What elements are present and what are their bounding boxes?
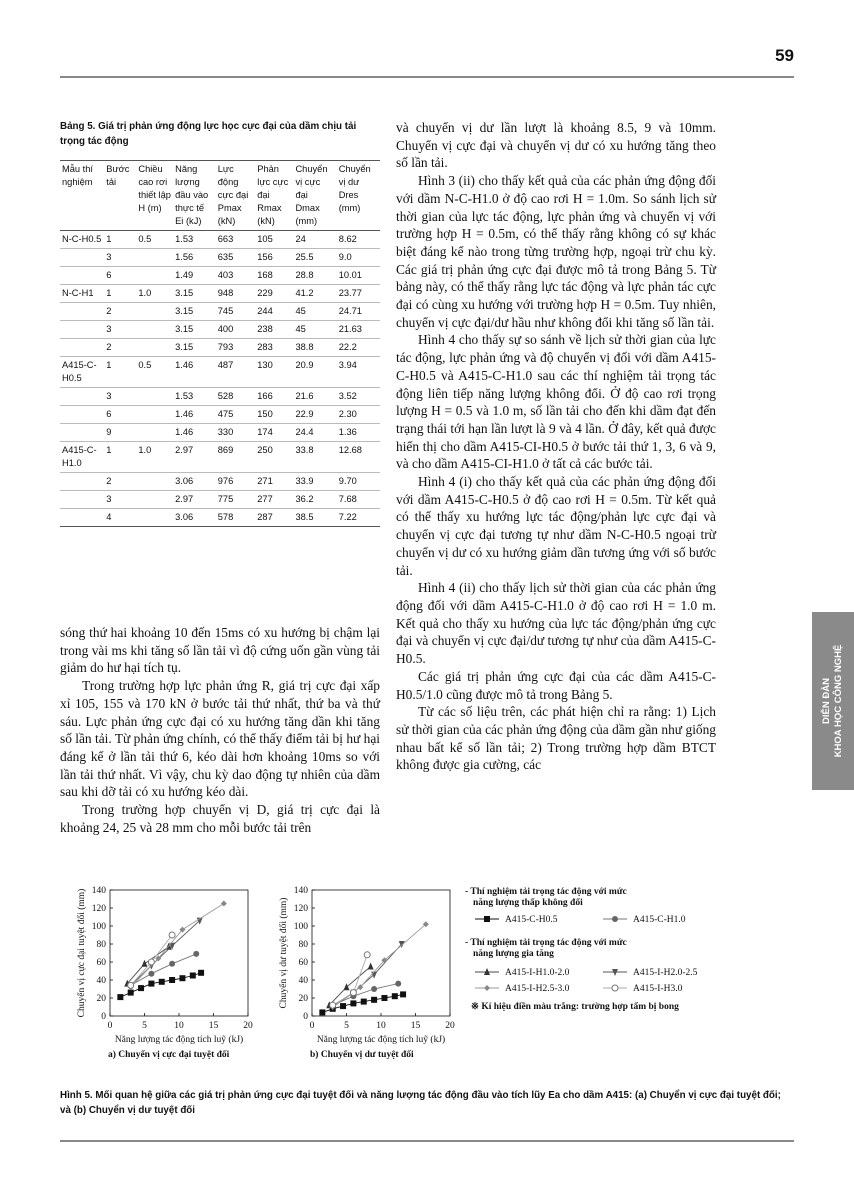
table-cell: 3 <box>104 491 136 509</box>
table-cell: 105 <box>255 231 293 249</box>
x-tick-label: 20 <box>445 1021 455 1031</box>
y-tick-label: 0 <box>303 1012 308 1022</box>
table-cell <box>136 339 173 357</box>
table-cell: N-C-H0.5 <box>60 231 104 249</box>
figure-caption: Hình 5. Mối quan hệ giữa các giá trị phản ứng cực đại tuyệt đối và năng lượng tác động đầu vào tích lũy Ea cho dầm A415: (a) Chuyển vị cực đại tuyệt đối; và (b) Chuyển vị dư tuyệt đối <box>60 1090 781 1116</box>
table-row <box>60 231 380 249</box>
table-cell: 22.9 <box>293 406 336 424</box>
legend-marker <box>484 916 490 922</box>
data-point <box>350 1000 356 1006</box>
table-cell <box>136 267 173 285</box>
table-row <box>60 357 380 388</box>
table-cell: 976 <box>216 473 256 491</box>
data-point <box>148 971 154 977</box>
table-cell: 38.8 <box>293 339 336 357</box>
y-tick-label: 40 <box>96 976 106 986</box>
paragraph: Hình 4 cho thấy sự so sánh về lịch sử thời gian của lực tác động, lực phản ứng và độ chuyển vị đối với dầm A415-C-H0.5 và A415-C-H1.0 sau các thí nghiệm tải trọng tác động liên tiếp năng lượng không đổi. Ở độ cao rơi trọng lượng H = 0.5 và 1.0 m, số lần tải cho đến khi dầm đạt đến trạng thái tới hạn lần lượt là 9 và 4 lần. Ở đây, kết quả được hiển thị cho dầm A415-CI-H0.5 ở bước tải thứ 1, 3, 6 và 9, và cho dầm A415-CI-H1.0 ở tất cả các bước tải. <box>396 332 716 472</box>
table-cell <box>60 303 104 321</box>
table-cell: 21.6 <box>293 388 336 406</box>
x-tick-label: 15 <box>208 1021 219 1031</box>
x-tick-label: 20 <box>243 1021 253 1031</box>
paragraph: Các giá trị phản ứng cực đại của các dầm A415-C-H0.5/1.0 cũng được mô tả trong Bảng 5. <box>396 668 716 702</box>
side-tab <box>812 612 854 790</box>
table-header-cell: Bước tải <box>104 161 136 231</box>
table-cell: 9.70 <box>337 473 380 491</box>
table-cell: 287 <box>255 509 293 527</box>
paragraph: sóng thứ hai khoảng 10 đến 15ms có xu hướng bị chậm lại trong vài ms khi tăng số lần tải vì độ cứng uốn gần vùng tải giảm do hư hại tích tụ. <box>60 625 380 676</box>
table-cell: 1 <box>104 442 136 473</box>
table-cell: 4 <box>104 509 136 527</box>
table-cell: 24.71 <box>337 303 380 321</box>
legend-label: A415-C-H1.0 <box>633 915 686 925</box>
table-cell: 3.06 <box>173 473 216 491</box>
data-point <box>364 952 370 958</box>
table-cell: 3.15 <box>173 321 216 339</box>
data-point <box>400 991 406 997</box>
chart-title: b) Chuyển vị dư tuyệt đối <box>310 1050 414 1060</box>
table-cell: 400 <box>216 321 256 339</box>
table-cell: 2 <box>104 339 136 357</box>
table-cell: 12.68 <box>337 442 380 473</box>
table-cell: 22.2 <box>337 339 380 357</box>
table-cell: 2 <box>104 303 136 321</box>
table-cell: 528 <box>216 388 256 406</box>
table-cell: 1.56 <box>173 249 216 267</box>
legend-marker <box>612 969 618 976</box>
table-cell: 9 <box>104 424 136 442</box>
figure-5 <box>60 880 794 1080</box>
x-tick-label: 15 <box>410 1021 421 1031</box>
table-row <box>60 509 380 527</box>
table-cell: 25.5 <box>293 249 336 267</box>
table-cell: 1 <box>104 231 136 249</box>
table-header-cell: Chuyển vị cực đại Dmax (mm) <box>293 161 336 231</box>
x-tick-label: 5 <box>142 1021 147 1031</box>
table-cell: 2.30 <box>337 406 380 424</box>
table-cell: 3 <box>104 321 136 339</box>
x-tick-label: 5 <box>344 1021 349 1031</box>
data-point <box>148 959 154 965</box>
table-cell: 0.5 <box>136 231 173 249</box>
y-tick-label: 0 <box>101 1012 106 1022</box>
table-cell: 7.68 <box>337 491 380 509</box>
table-row <box>60 491 380 509</box>
data-point <box>350 990 356 996</box>
data-point <box>128 990 134 996</box>
table-cell: 150 <box>255 406 293 424</box>
table-cell: 36.2 <box>293 491 336 509</box>
table-cell: 3 <box>104 249 136 267</box>
table-cell: 1.46 <box>173 424 216 442</box>
table-cell: 2.97 <box>173 442 216 473</box>
table-cell: 9.0 <box>337 249 380 267</box>
paragraph: Hình 3 (ii) cho thấy kết quả của các phản ứng động đối với dầm N-C-H1.0 ở độ cao rơi H = 1.0m. So sánh lịch sử thời gian của lực tác động, lực phản ứng và chuyển vị với trường hợp H = 0.5m, có thể thấy rằng không có sự khác biệt đáng kể nào trong từng trường hợp, ngoại trừ chu kỳ. Các giá trị phản ứng cực đại được mô tả trong Bảng 5. Từ bảng này, có thể thấy rằng lực tác động và lực phản tác cực đại có cùng xu hướng với trường hợp H = 0.5m. Tuy nhiên, chuyển vị cực đại/dư hầu như không đổi khi tăng số lần tải. <box>396 173 716 330</box>
data-point <box>395 981 401 987</box>
data-point <box>169 961 175 967</box>
legend-marker <box>484 985 490 991</box>
table-cell: 745 <box>216 303 256 321</box>
table-cell: 3.15 <box>173 303 216 321</box>
data-point <box>371 986 377 992</box>
table-cell: A415-C-H0.5 <box>60 357 104 388</box>
legend-label: A415-C-H0.5 <box>505 915 558 925</box>
table-cell: 238 <box>255 321 293 339</box>
paragraph: và chuyển vị dư lần lượt là khoảng 8.5, 9 và 10mm. Chuyển vị cực đại và chuyển vị dư có xu hướng tăng theo số lần tải. <box>396 120 716 171</box>
table-row <box>60 388 380 406</box>
y-tick-label: 20 <box>298 994 308 1004</box>
table-cell: 1.49 <box>173 267 216 285</box>
table-cell: 10.01 <box>337 267 380 285</box>
table-header-row <box>60 161 380 231</box>
data-point <box>361 999 367 1005</box>
y-tick-label: 20 <box>96 994 106 1004</box>
plot-frame <box>110 890 248 1016</box>
table-body <box>60 231 380 527</box>
y-tick-label: 60 <box>96 958 106 968</box>
data-point <box>344 983 350 990</box>
table-cell: A415-C-H1.0 <box>60 442 104 473</box>
data-point <box>169 932 175 938</box>
y-tick-label: 140 <box>91 886 106 896</box>
x-tick-label: 10 <box>376 1021 386 1031</box>
table-cell: 23.77 <box>337 285 380 303</box>
x-axis-label: Năng lượng tác động tích luỹ (kJ) <box>316 1035 446 1045</box>
table-row <box>60 321 380 339</box>
table-cell <box>136 388 173 406</box>
paragraph: Trong trường hợp chuyển vị D, giá trị cực đại là khoảng 24, 25 và 28 mm cho mỗi bước tải trên <box>60 802 380 835</box>
table-row <box>60 249 380 267</box>
table-cell <box>136 303 173 321</box>
legend-group-title: năng lượng gia tăng <box>473 949 554 959</box>
table-cell <box>60 339 104 357</box>
y-tick-label: 100 <box>91 922 106 932</box>
data-point <box>138 985 144 991</box>
table-header-cell: Mẫu thí nghiệm <box>60 161 104 231</box>
data-point <box>319 1009 325 1015</box>
y-tick-label: 80 <box>298 940 308 950</box>
table-cell <box>136 424 173 442</box>
table-cell: 21.63 <box>337 321 380 339</box>
table-header-cell: Phản lực cực đại Rmax (kN) <box>255 161 293 231</box>
data-point <box>142 960 148 967</box>
table-cell: 6 <box>104 267 136 285</box>
data-point <box>392 993 398 999</box>
paragraph: Trong trường hợp lực phản ứng R, giá trị cực đại xấp xỉ 105, 155 và 170 kN ở bước tải thứ nhất, thứ ba và thứ sáu. Lực phản ứng cực đại có xu hướng tăng dần khi tăng số lần tải. Từ phản ứng chính, có thể thấy điểm tải bị hư hại đáng kể ở lần tải thứ 6, kéo dài hơn khoảng 10ms so với lần tải thứ nhất. Vì vậy, chu kỳ dao động tự nhiên của dầm sau khi dỡ tải có xu hướng kéo dài. <box>60 678 380 800</box>
x-tick-label: 0 <box>309 1021 315 1031</box>
data-point <box>381 995 387 1001</box>
data-point <box>371 972 377 979</box>
table-cell <box>136 491 173 509</box>
chart-title: a) Chuyển vị cực đại tuyệt đối <box>108 1050 230 1060</box>
table-cell <box>60 406 104 424</box>
x-tick-label: 10 <box>174 1021 184 1031</box>
y-tick-label: 140 <box>293 886 308 896</box>
legend-group-title: năng lượng thấp không đổi <box>473 898 583 908</box>
table-cell: 156 <box>255 249 293 267</box>
table-cell: 1.53 <box>173 388 216 406</box>
series-line <box>131 904 224 988</box>
table-cell: 869 <box>216 442 256 473</box>
legend-note: ※ Kí hiệu điền màu trắng: trường hợp tấm bị bong <box>471 1002 679 1012</box>
side-tab-line1: DIỄN ĐÀN <box>821 678 832 724</box>
plot-frame <box>312 890 450 1016</box>
table-cell: 168 <box>255 267 293 285</box>
y-tick-label: 120 <box>293 904 308 914</box>
table-cell: 229 <box>255 285 293 303</box>
table-cell: 45 <box>293 303 336 321</box>
data-point <box>190 973 196 979</box>
table-cell: 1.0 <box>136 285 173 303</box>
series-line <box>127 947 168 984</box>
y-tick-label: 80 <box>96 940 106 950</box>
table-cell: 166 <box>255 388 293 406</box>
legend-marker <box>612 985 618 991</box>
side-tab-text <box>821 645 845 758</box>
y-tick-label: 60 <box>298 958 308 968</box>
table-cell: 635 <box>216 249 256 267</box>
legend-marker <box>484 968 490 975</box>
data-point <box>117 994 123 1000</box>
table-cell <box>136 406 173 424</box>
table-cell <box>60 321 104 339</box>
table-cell: 1.46 <box>173 406 216 424</box>
data-point <box>368 963 374 970</box>
table-cell: 3 <box>104 388 136 406</box>
table-cell <box>60 249 104 267</box>
series-line <box>131 921 200 986</box>
table-cell: 250 <box>255 442 293 473</box>
series-line <box>333 924 426 1007</box>
table-cell <box>60 509 104 527</box>
table-cell <box>60 473 104 491</box>
table-cell: 24 <box>293 231 336 249</box>
table-row <box>60 339 380 357</box>
table-cell: 330 <box>216 424 256 442</box>
table-cell: 3.52 <box>337 388 380 406</box>
table-cell: 0.5 <box>136 357 173 388</box>
table-cell: 33.9 <box>293 473 336 491</box>
table-cell: 3.15 <box>173 339 216 357</box>
table-cell: 277 <box>255 491 293 509</box>
table-cell <box>136 473 173 491</box>
data-point <box>330 1002 336 1008</box>
table-cell: 578 <box>216 509 256 527</box>
table-cell: 663 <box>216 231 256 249</box>
table-cell: 33.8 <box>293 442 336 473</box>
legend-group-title: - Thí nghiệm tải trọng tác động với mức <box>465 938 627 948</box>
data-point <box>128 982 134 988</box>
legend-marker <box>612 916 618 922</box>
table-row <box>60 442 380 473</box>
table-cell: 130 <box>255 357 293 388</box>
table-cell: 487 <box>216 357 256 388</box>
data-point <box>159 979 165 985</box>
table-header-cell: Lực động cực đại Pmax (kN) <box>216 161 256 231</box>
table-cell: 8.62 <box>337 231 380 249</box>
legend-group-title: - Thí nghiệm tải trọng tác động với mức <box>465 887 627 897</box>
table-cell: 24.4 <box>293 424 336 442</box>
table-cell: 28.8 <box>293 267 336 285</box>
left-column-text <box>60 624 380 836</box>
table-cell: 3.15 <box>173 285 216 303</box>
table-row <box>60 303 380 321</box>
table-cell: 403 <box>216 267 256 285</box>
table-cell: 283 <box>255 339 293 357</box>
table-row <box>60 406 380 424</box>
side-tab-line2: KHOA HỌC CÔNG NGHỆ <box>833 644 844 758</box>
table-cell <box>136 509 173 527</box>
table-cell: 174 <box>255 424 293 442</box>
table-caption: Bảng 5. Giá trị phản ứng động lực học cực đại của dầm chịu tải trọng tác động <box>60 121 357 147</box>
table-cell: 2 <box>104 473 136 491</box>
right-column-text <box>396 119 716 774</box>
table-header-cell: Chiều cao rơi thiết lập H (m) <box>136 161 173 231</box>
x-axis-label: Năng lượng tác động tích luỹ (kJ) <box>114 1035 244 1045</box>
table-cell <box>60 388 104 406</box>
table-cell: 3.94 <box>337 357 380 388</box>
table-row <box>60 285 380 303</box>
data-point <box>148 981 154 987</box>
y-tick-label: 40 <box>298 976 308 986</box>
y-tick-label: 120 <box>91 904 106 914</box>
data-point <box>340 1003 346 1009</box>
data-point <box>221 901 227 907</box>
table-cell <box>60 491 104 509</box>
table-cell: 1.53 <box>173 231 216 249</box>
paragraph: Hình 4 (ii) cho thấy lịch sử thời gian của các phản ứng động đối với dầm A415-C-H1.0 ở độ cao rơi H = 1.0 m. Kết quả cho thấy xu hướng của lực tác động/phản ứng cực đại và chuyển vị cực đại/dư tương tự như của dầm A415-C-H0.5. <box>396 580 716 667</box>
data-point <box>169 977 175 983</box>
table-cell <box>60 267 104 285</box>
table-row <box>60 267 380 285</box>
table-row <box>60 473 380 491</box>
data-point <box>371 997 377 1003</box>
header-rule <box>60 76 794 78</box>
table-cell: 7.22 <box>337 509 380 527</box>
paragraph: Hình 4 (i) cho thấy kết quả của các phản ứng động đối với dầm A415-C-H0.5 ở độ cao rơi H = 0.5m. Từ kết quả có thể thấy xu hướng lực tác động/phản lực cực đại và chuyển vị cực đại tương tự như dầm N-C-H0.5 ngoại trừ chuyển vị dư có xu hướng giảm dần tương ứng với số bước tải. <box>396 474 716 578</box>
table-cell: 1 <box>104 285 136 303</box>
results-table <box>60 160 380 527</box>
legend-label: A415-I-H1.0-2.0 <box>505 968 570 978</box>
x-tick-label: 0 <box>107 1021 113 1031</box>
table-cell: 793 <box>216 339 256 357</box>
y-axis-label: Chuyển vị cực đại tuyệt đối (mm) <box>77 888 87 1018</box>
table-row <box>60 424 380 442</box>
table-cell: 2.97 <box>173 491 216 509</box>
table-cell: 775 <box>216 491 256 509</box>
table-header-cell: Năng lượng đầu vào thực tế Ei (kJ) <box>173 161 216 231</box>
y-axis-label: Chuyển vị dư tuyệt đối (mm) <box>279 897 289 1009</box>
page-number: 59 <box>775 46 794 65</box>
y-tick-label: 100 <box>293 922 308 932</box>
table-cell: 20.9 <box>293 357 336 388</box>
data-point <box>179 975 185 981</box>
data-point <box>193 951 199 957</box>
legend-label: A415-I-H3.0 <box>633 984 683 994</box>
table-cell: 1 <box>104 357 136 388</box>
table-cell: 3.06 <box>173 509 216 527</box>
footer-rule <box>60 1140 794 1142</box>
table-cell: 45 <box>293 321 336 339</box>
table-cell <box>136 321 173 339</box>
table-cell: N-C-H1 <box>60 285 104 303</box>
data-point <box>198 970 204 976</box>
table-cell: 38.5 <box>293 509 336 527</box>
table-cell: 6 <box>104 406 136 424</box>
table-cell: 41.2 <box>293 285 336 303</box>
table-header-cell: Chuyển vị dư Dres (mm) <box>337 161 380 231</box>
figure-5-svg <box>60 880 794 1080</box>
legend-label: A415-I-H2.0-2.5 <box>633 968 698 978</box>
legend-label: A415-I-H2.5-3.0 <box>505 984 570 994</box>
table-cell: 244 <box>255 303 293 321</box>
table-cell: 1.0 <box>136 442 173 473</box>
table-cell: 1.46 <box>173 357 216 388</box>
paragraph: Từ các số liệu trên, các phát hiện chỉ ra rằng: 1) Lịch sử thời gian của các phản ứng động của dầm gần như giống nhau bất kể số lần tải; 2) Trong trường hợp dầm BTCT không được gia cường, các <box>396 704 716 773</box>
table-cell: 271 <box>255 473 293 491</box>
table-cell: 1.36 <box>337 424 380 442</box>
table-cell: 475 <box>216 406 256 424</box>
table-cell <box>136 249 173 267</box>
table-cell: 948 <box>216 285 256 303</box>
table-cell <box>60 424 104 442</box>
